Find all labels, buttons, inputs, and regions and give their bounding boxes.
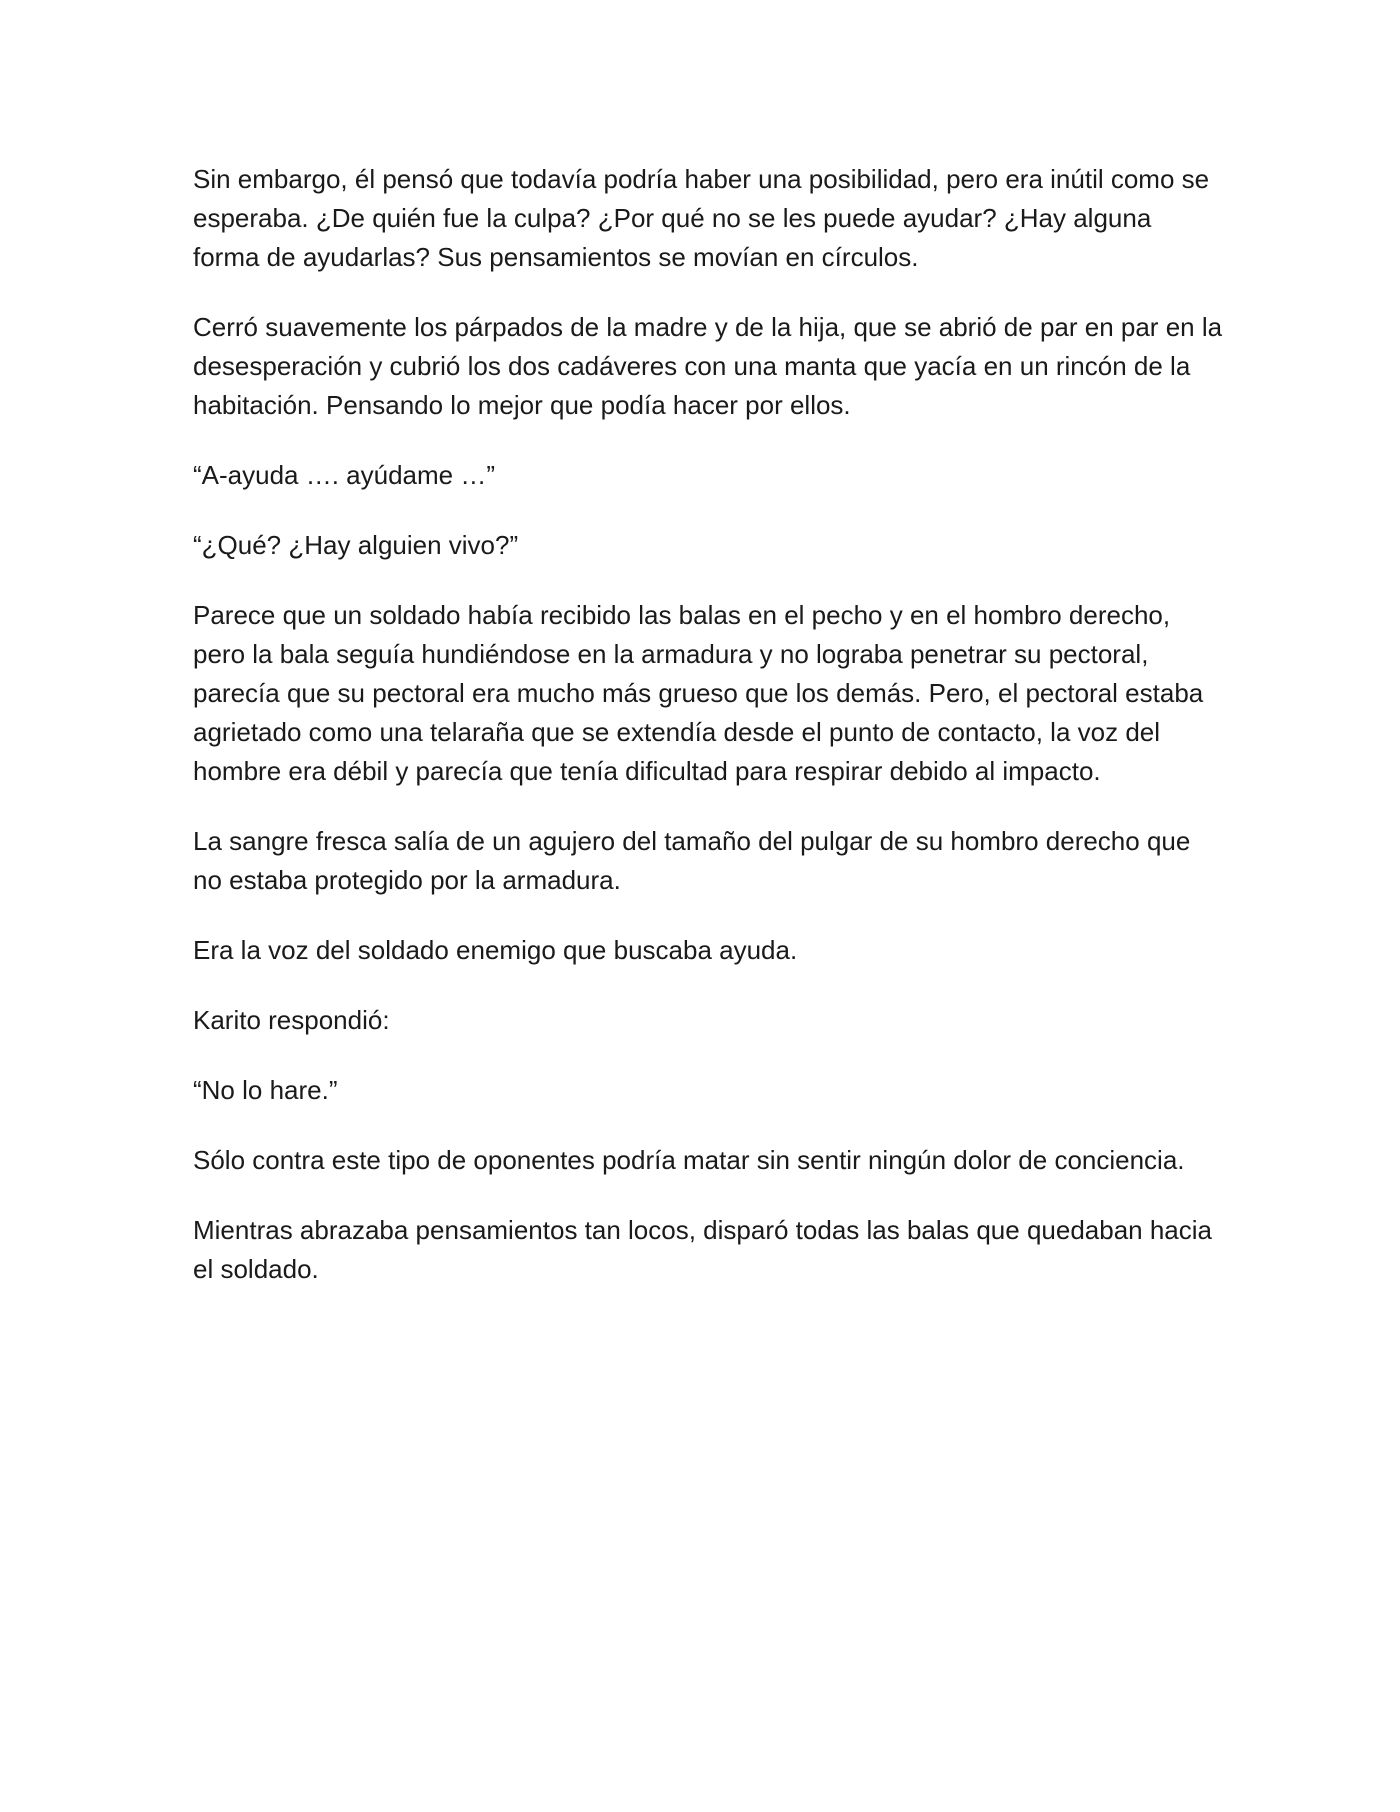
paragraph-9: “No lo hare.” bbox=[193, 1075, 338, 1105]
paragraph-3: “A-ayuda …. ayúdame …” bbox=[193, 460, 496, 490]
paragraph-4: “¿Qué? ¿Hay alguien vivo?” bbox=[193, 530, 519, 560]
paragraph-6: La sangre fresca salía de un agujero del tamaño del pulgar de su hombro derecho que no estaba protegido por la armadura. bbox=[193, 826, 1191, 895]
paragraph-10: Sólo contra este tipo de oponentes podría matar sin sentir ningún dolor de conciencia. bbox=[193, 1145, 1185, 1175]
document-body bbox=[193, 160, 1223, 1320]
paragraph-1: Sin embargo, él pensó que todavía podría haber una posibilidad, pero era inútil como se esperaba. ¿De quién fue la culpa? ¿Por qué no se les puede ayudar? ¿Hay alguna forma de ayudarlas? Sus pensamientos se movían en círculos. bbox=[193, 164, 1210, 272]
paragraph-2: Cerró suavemente los párpados de la madre y de la hija, que se abrió de par en par en la desesperación y cubrió los dos cadáveres con una manta que yacía en un rincón de la habitación. Pensando lo mejor que podía hacer por ellos. bbox=[193, 312, 1223, 420]
paragraph-7: Era la voz del soldado enemigo que buscaba ayuda. bbox=[193, 935, 798, 965]
paragraph-5: Parece que un soldado había recibido las balas en el pecho y en el hombro derecho, pero la bala seguía hundiéndose en la armadura y no lograba penetrar su pectoral, parecía que su pectoral era mucho más grueso que los demás. Pero, el pectoral estaba agrietado como una telaraña que se extendía desde el punto de contacto, la voz del hombre era débil y parecía que tenía dificultad para respirar debido al impacto. bbox=[193, 600, 1204, 786]
paragraph-8: Karito respondió: bbox=[193, 1005, 390, 1035]
paragraph-11: Mientras abrazaba pensamientos tan locos, disparó todas las balas que quedaban hacia el soldado. bbox=[193, 1215, 1213, 1284]
